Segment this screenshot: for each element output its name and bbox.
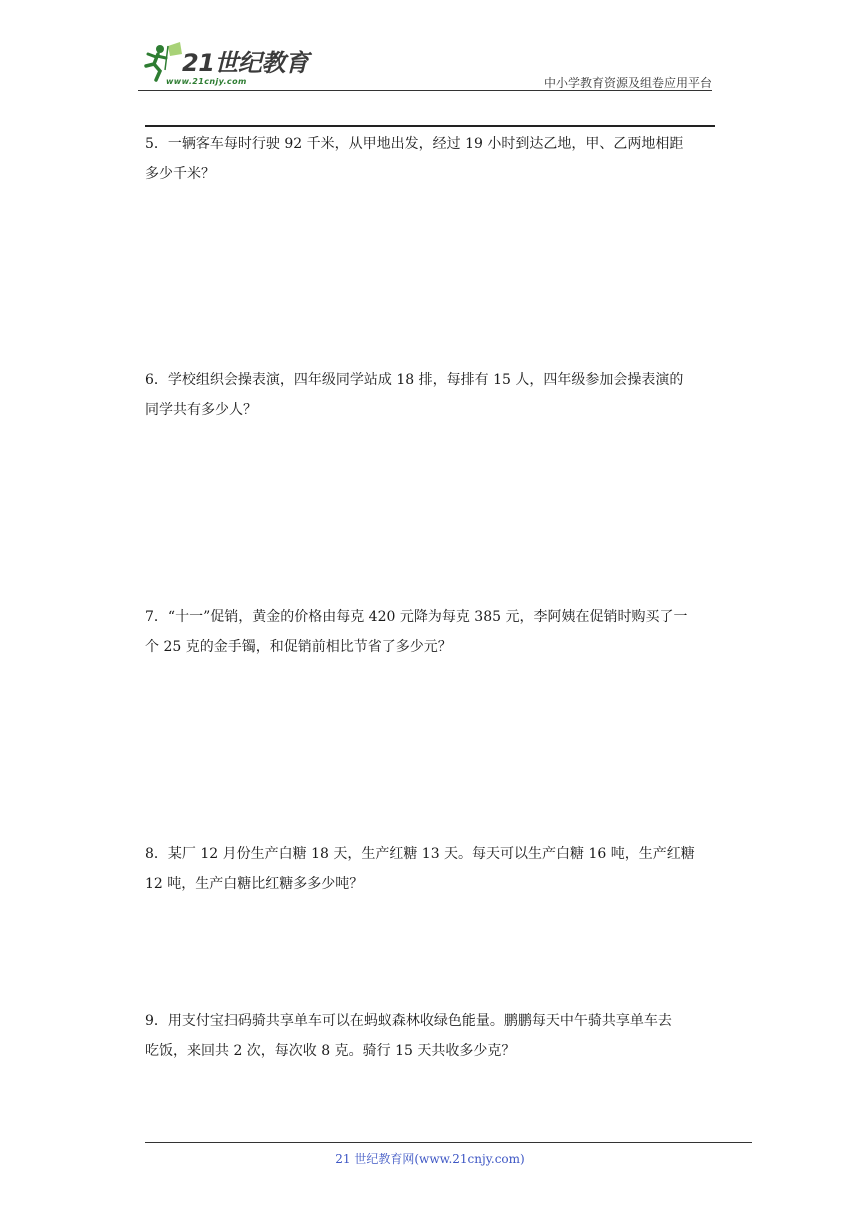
question-line: 8．某厂 12 月份生产白糖 18 天，生产红糖 13 天。每天可以生产白糖 16 吨，生产红糖 bbox=[145, 846, 695, 862]
question-line: 7．“十一”促销，黄金的价格由每克 420 元降为每克 385 元，李阿姨在促销时购买了一 bbox=[145, 609, 688, 625]
question-line: 同学共有多少人？ bbox=[145, 402, 257, 418]
logo-url: www.21cnjy.com bbox=[166, 77, 247, 86]
top-rule bbox=[145, 125, 715, 127]
logo-wordmark: 21世纪教育 bbox=[182, 49, 309, 77]
footer-divider bbox=[145, 1142, 752, 1143]
question-line: 12 吨，生产白糖比红糖多多少吨？ bbox=[145, 876, 364, 892]
page-header bbox=[138, 40, 712, 92]
question-line: 9．用支付宝扫码骑共享单车可以在蚂蚁森林收绿色能量。鹏鹏每天中午骑共享单车去 bbox=[145, 1013, 672, 1029]
question-line: 6．学校组织会操表演，四年级同学站成 18 排，每排有 15 人，四年级参加会操表演的 bbox=[145, 372, 684, 388]
footer-text: 21 世纪教育网(www.21cnjy.com) bbox=[335, 1152, 525, 1166]
question-line: 多少千米？ bbox=[145, 166, 215, 182]
question-line: 5．一辆客车每时行驶 92 千米，从甲地出发，经过 19 小时到达乙地，甲、乙两地相距 bbox=[145, 136, 684, 152]
question-line: 个 25 克的金手镯，和促销前相比节省了多少元？ bbox=[145, 639, 452, 655]
question-7 bbox=[145, 602, 720, 662]
question-6 bbox=[145, 365, 720, 425]
platform-caption: 中小学教育资源及组卷应用平台 bbox=[543, 76, 712, 90]
header-divider bbox=[138, 90, 712, 91]
question-8 bbox=[145, 839, 720, 899]
logo bbox=[138, 40, 318, 92]
question-9 bbox=[145, 1006, 720, 1066]
question-line: 吃饭，来回共 2 次，每次收 8 克。骑行 15 天共收多少克？ bbox=[145, 1043, 516, 1059]
question-5 bbox=[145, 129, 720, 189]
